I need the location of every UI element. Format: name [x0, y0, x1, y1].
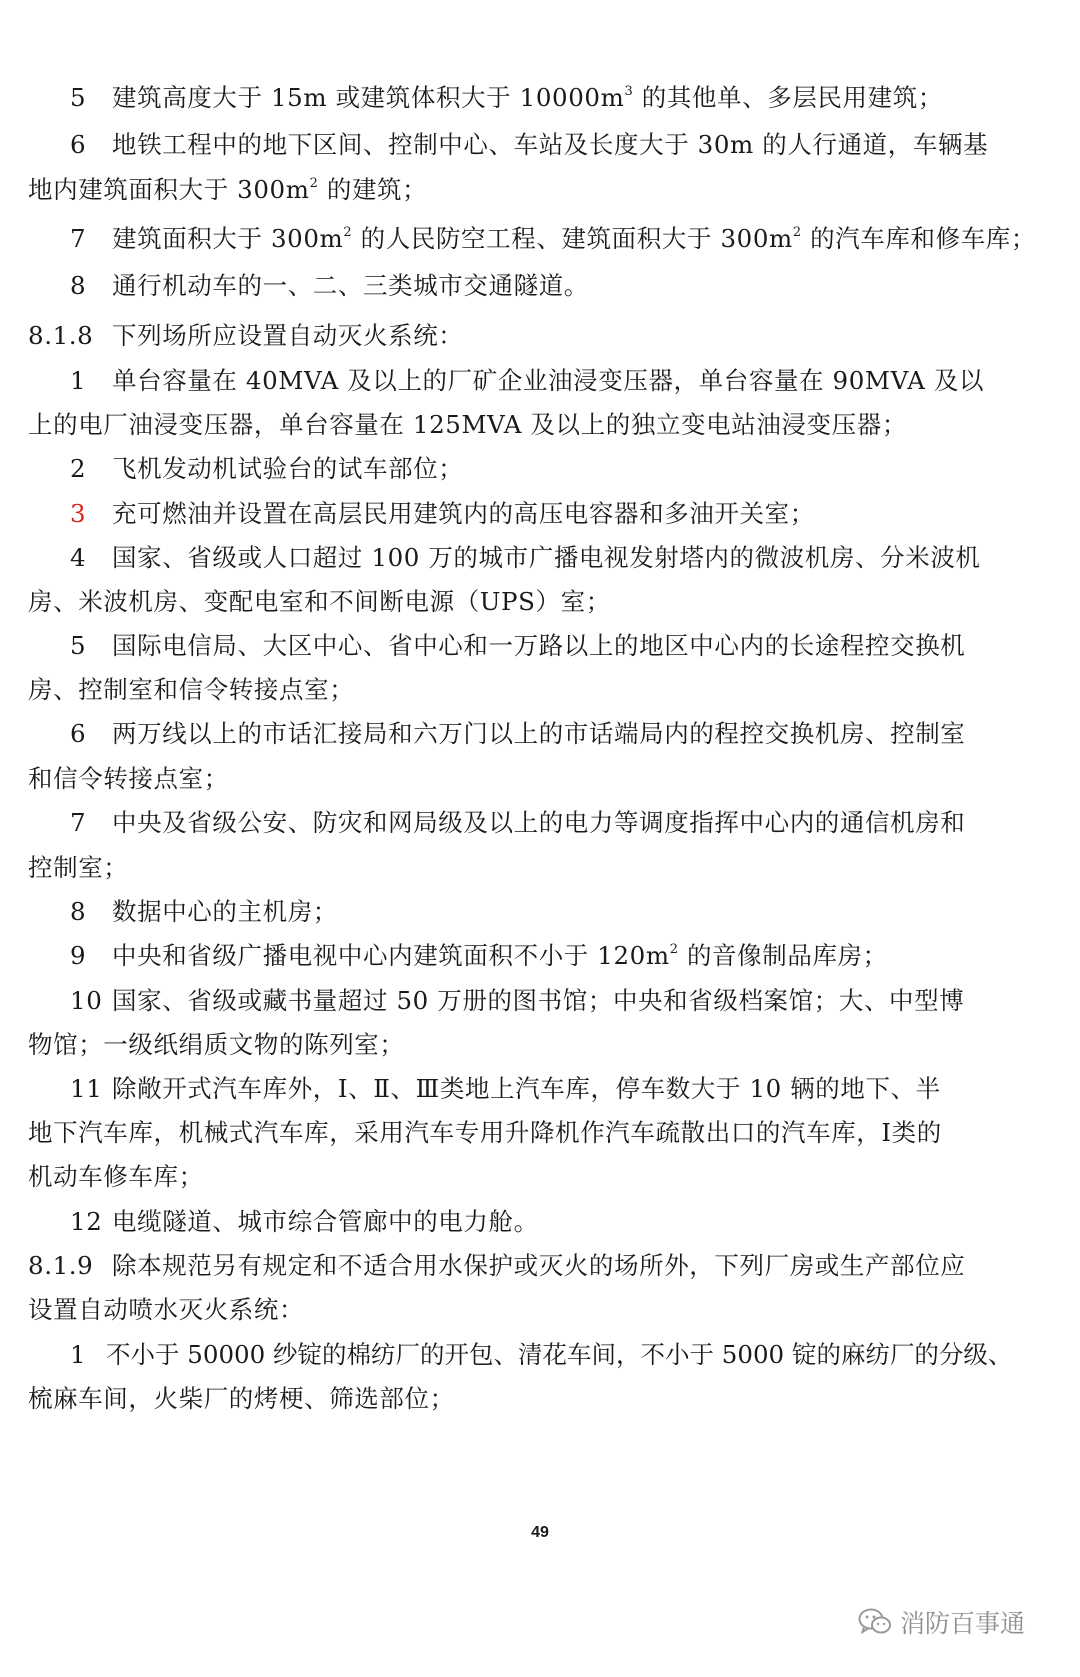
item-text: 两万线以上的市话汇接局和六万门以上的市话端局内的程控交换机房、控制室 [112, 719, 966, 748]
item-text: 中央及省级公安、防灾和网局级及以上的电力等调度指挥中心内的通信机房和 [112, 808, 966, 837]
list-item-12 [70, 1206, 539, 1238]
item-number: 8 [70, 271, 87, 300]
item-text: 的人民防空工程、建筑面积大于 300m [352, 224, 793, 253]
item-number: 12 [70, 1207, 103, 1236]
item-text: 单台容量在 40MVA 及以上的厂矿企业油浸变压器，单台容量在 90MVA 及以 [112, 366, 985, 395]
list-item-6 [70, 129, 988, 161]
wechat-icon [858, 1607, 892, 1637]
item-text: 充可燃油并设置在高层民用建筑内的高压电容器和多油开关室； [112, 499, 815, 528]
superscript: 2 [343, 225, 353, 240]
superscript: 3 [624, 84, 634, 99]
section-text: 设置自动喷水灭火系统： [28, 1295, 305, 1324]
list-item-9 [70, 940, 888, 972]
item-number: 6 [70, 719, 87, 748]
list-item-2 [70, 453, 463, 485]
list-item-4-cont [28, 586, 611, 618]
item-text: 地下汽车库，机械式汽车库，采用汽车专用升降机作汽车疏散出口的汽车库，Ⅰ类的 [28, 1118, 942, 1147]
item-text: 物馆；一级纸绢质文物的陈列室； [28, 1030, 405, 1059]
list-item-11 [70, 1073, 941, 1105]
item-text: 地铁工程中的地下区间、控制中心、车站及长度大于 30m 的人行通道，车辆基 [112, 130, 989, 159]
superscript: 2 [792, 225, 802, 240]
item-text: 的汽车库和修车库； [801, 224, 1037, 253]
item-text: 建筑高度大于 15m 或建筑体积大于 10000m [112, 83, 625, 112]
section-text-cont [28, 1294, 304, 1326]
section-title: 下列场所应设置自动灭火系统： [112, 321, 464, 350]
item-number: 11 [70, 1074, 103, 1103]
item-number: 1 [70, 366, 87, 395]
item-number: 5 [70, 631, 87, 660]
item-number: 5 [70, 83, 87, 112]
item-text: 机动车修车库； [28, 1162, 204, 1191]
item-number: 1 [70, 1340, 86, 1369]
list-item-6-cont [28, 174, 427, 206]
list-item-5 [70, 82, 943, 114]
item-text: 中央和省级广播电视中心内建筑面积不小于 120m [112, 941, 670, 970]
item-number: 7 [70, 224, 87, 253]
section-heading-8-1-8 [28, 320, 463, 352]
item-text: 国家、省级或人口超过 100 万的城市广播电视发射塔内的微波机房、分米波机 [112, 543, 981, 572]
item-text: 的其他单、多层民用建筑； [633, 83, 943, 112]
item-text: 国际电信局、大区中心、省中心和一万路以上的地区中心内的长途程控交换机 [112, 631, 966, 660]
list-item-3 [70, 498, 815, 530]
list-item-8 [70, 270, 589, 302]
item-text: 飞机发动机试验台的试车部位； [112, 454, 464, 483]
item-number: 6 [70, 130, 87, 159]
list-item-1 [70, 1339, 1012, 1371]
item-text: 的音像制品库房； [678, 941, 888, 970]
item-number: 2 [70, 454, 87, 483]
list-item-10 [70, 985, 964, 1017]
item-text: 梳麻车间，火柴厂的烤梗、筛选部位； [28, 1384, 455, 1413]
item-text: 不小于 50000 纱锭的棉纺厂的开包、清花车间，不小于 5000 锭的麻纺厂的分级、 [106, 1340, 1013, 1369]
list-item-10-cont [28, 1029, 405, 1061]
watermark-text: 消防百事通 [900, 1609, 1026, 1638]
superscript: 2 [309, 176, 319, 191]
list-item-7 [70, 223, 1036, 255]
item-text: 房、控制室和信令转接点室； [28, 675, 355, 704]
list-item-4 [70, 542, 981, 574]
list-item-6 [70, 718, 965, 750]
list-item-7 [70, 807, 965, 839]
item-text: 除敞开式汽车库外，Ⅰ、Ⅱ、Ⅲ类地上汽车库，停车数大于 10 辆的地下、半 [112, 1074, 941, 1103]
list-item-5-cont [28, 674, 354, 706]
item-text: 数据中心的主机房； [112, 897, 338, 926]
item-text: 电缆隧道、城市综合管廊中的电力舱。 [112, 1207, 539, 1236]
list-item-11-cont [28, 1117, 942, 1149]
watermark [858, 1602, 1025, 1642]
item-number: 8 [70, 897, 87, 926]
item-text: 国家、省级或藏书量超过 50 万册的图书馆；中央和省级档案馆；大、中型博 [112, 986, 965, 1015]
item-text: 控制室； [28, 853, 129, 882]
section-heading-8-1-9 [28, 1250, 965, 1282]
item-number: 7 [70, 808, 87, 837]
list-item-1 [70, 365, 984, 397]
list-item-5 [70, 630, 965, 662]
item-number: 10 [70, 986, 103, 1015]
item-text: 建筑面积大于 300m [112, 224, 344, 253]
item-text: 上的电厂油浸变压器，单台容量在 125MVA 及以上的独立变电站油浸变压器； [28, 410, 907, 439]
item-text: 通行机动车的一、二、三类城市交通隧道。 [112, 271, 589, 300]
item-text: 地内建筑面积大于 300m [28, 175, 310, 204]
list-item-1-cont [28, 1383, 455, 1415]
section-number: 8.1.9 [28, 1251, 94, 1280]
item-number: 4 [70, 543, 87, 572]
section-text: 除本规范另有规定和不适合用水保护或灭火的场所外，下列厂房或生产部位应 [112, 1251, 966, 1280]
item-number: 9 [70, 941, 87, 970]
superscript: 2 [669, 942, 679, 957]
item-text: 房、米波机房、变配电室和不间断电源（UPS）室； [28, 587, 611, 616]
list-item-6-cont [28, 763, 229, 795]
item-text: 和信令转接点室； [28, 764, 229, 793]
page-number: 49 [531, 1524, 549, 1541]
item-number-highlighted: 3 [70, 499, 87, 528]
section-number: 8.1.8 [28, 321, 94, 350]
list-item-1-cont [28, 409, 907, 441]
item-text: 的建筑； [318, 175, 428, 204]
list-item-8 [70, 896, 338, 928]
list-item-11-cont [28, 1161, 204, 1193]
list-item-7-cont [28, 852, 128, 884]
